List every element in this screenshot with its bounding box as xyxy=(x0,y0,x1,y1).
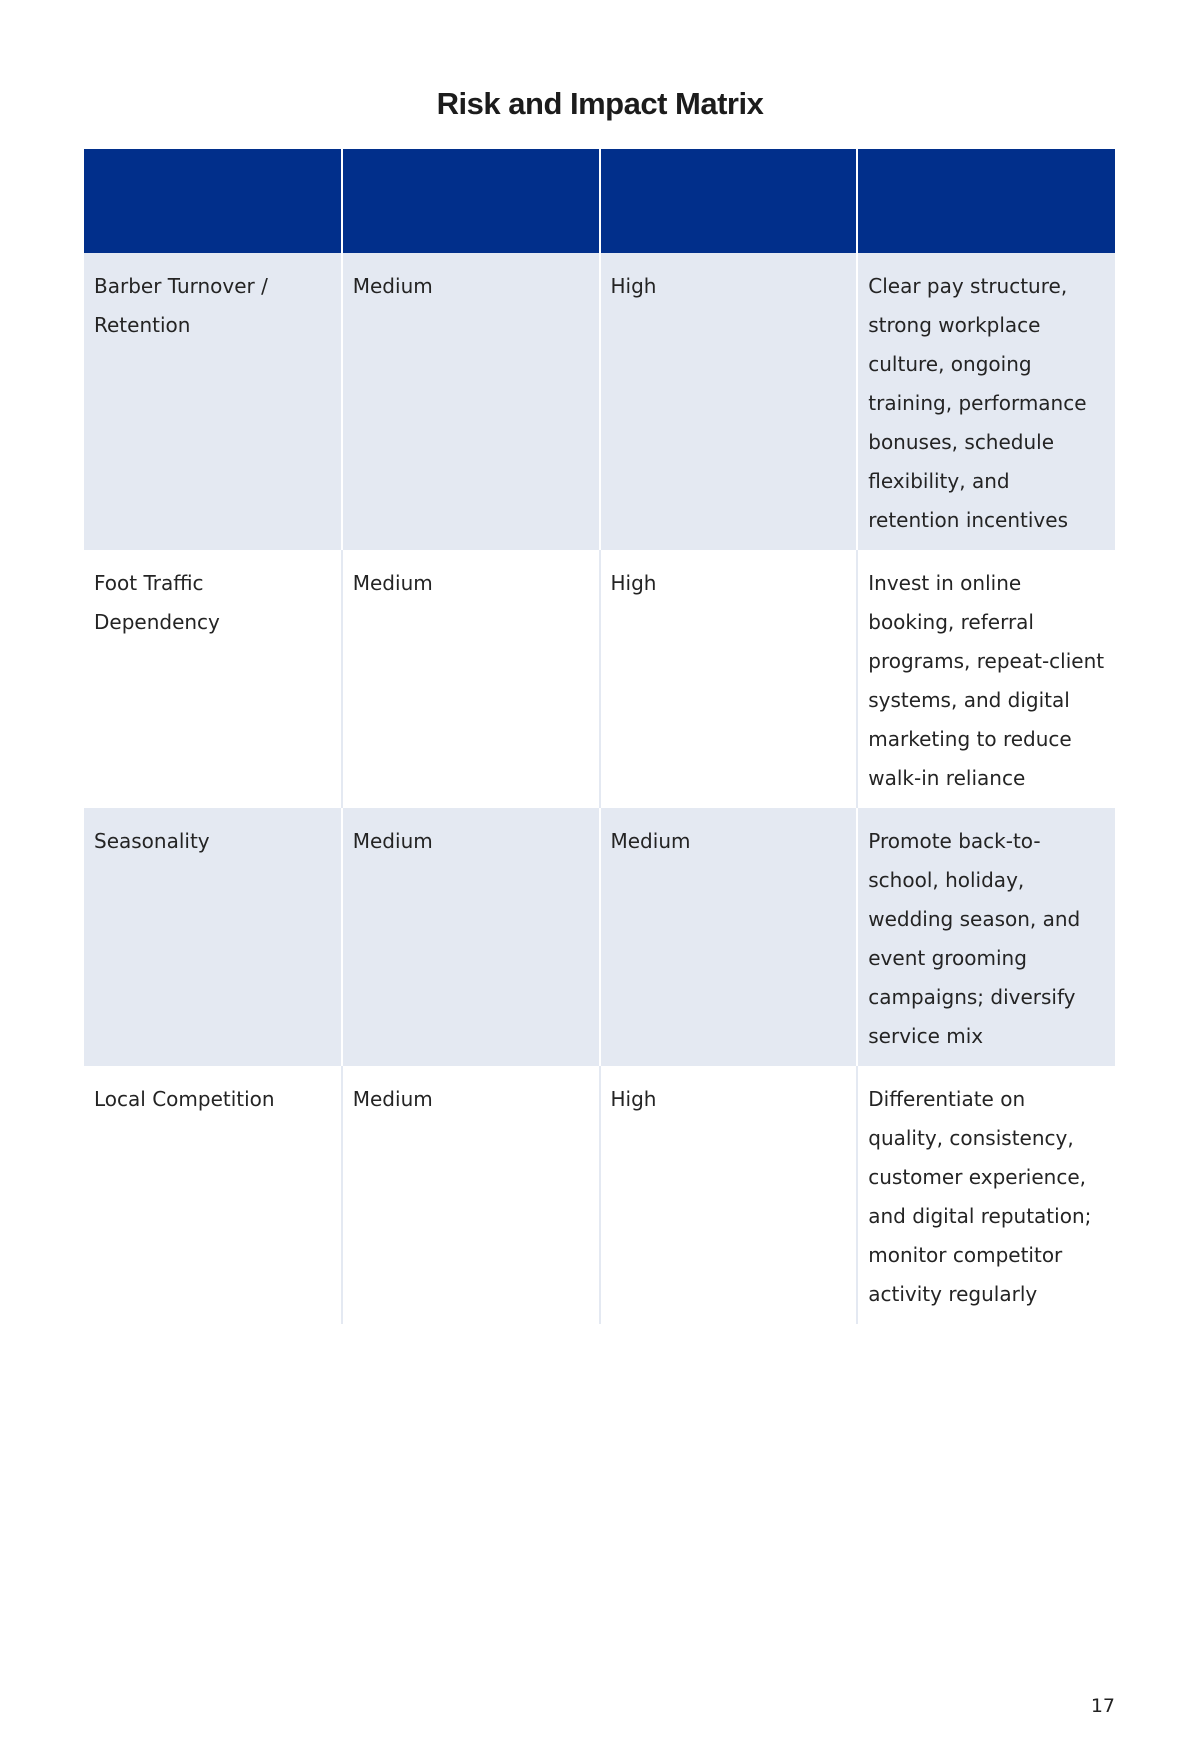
table-header-cell xyxy=(600,149,858,253)
page-number: 17 xyxy=(1090,1695,1115,1717)
likelihood-cell: Medium xyxy=(342,253,600,550)
likelihood-cell: Medium xyxy=(342,550,600,808)
table-row xyxy=(84,808,1115,1066)
risk-impact-table xyxy=(84,149,1115,1324)
impact-cell: Medium xyxy=(600,808,858,1066)
table-header-cell xyxy=(342,149,600,253)
risk-cell: Foot Traffic Dependency xyxy=(84,550,342,808)
risk-cell: Barber Turnover / Retention xyxy=(84,253,342,550)
risk-cell: Local Competition xyxy=(84,1066,342,1324)
mitigation-cell: Differentiate on quality, consistency, customer experience, and digital reputation; monitor competitor activity regularly xyxy=(857,1066,1115,1324)
table-header-cell xyxy=(857,149,1115,253)
risk-cell: Seasonality xyxy=(84,808,342,1066)
table-row xyxy=(84,1066,1115,1324)
likelihood-cell: Medium xyxy=(342,808,600,1066)
likelihood-cell: Medium xyxy=(342,1066,600,1324)
impact-cell: High xyxy=(600,550,858,808)
impact-cell: High xyxy=(600,253,858,550)
impact-cell: High xyxy=(600,1066,858,1324)
table-header-cell xyxy=(84,149,342,253)
table-row xyxy=(84,253,1115,550)
table-header-row xyxy=(84,149,1115,253)
mitigation-cell: Promote back-to-school, holiday, wedding season, and event grooming campaigns; diversify service mix xyxy=(857,808,1115,1066)
mitigation-cell: Invest in online booking, referral programs, repeat-client systems, and digital marketing to reduce walk-in reliance xyxy=(857,550,1115,808)
page-title: Risk and Impact Matrix xyxy=(436,86,764,121)
mitigation-cell: Clear pay structure, strong workplace culture, ongoing training, performance bonuses, schedule flexibility, and retention incentives xyxy=(857,253,1115,550)
table-row xyxy=(84,550,1115,808)
